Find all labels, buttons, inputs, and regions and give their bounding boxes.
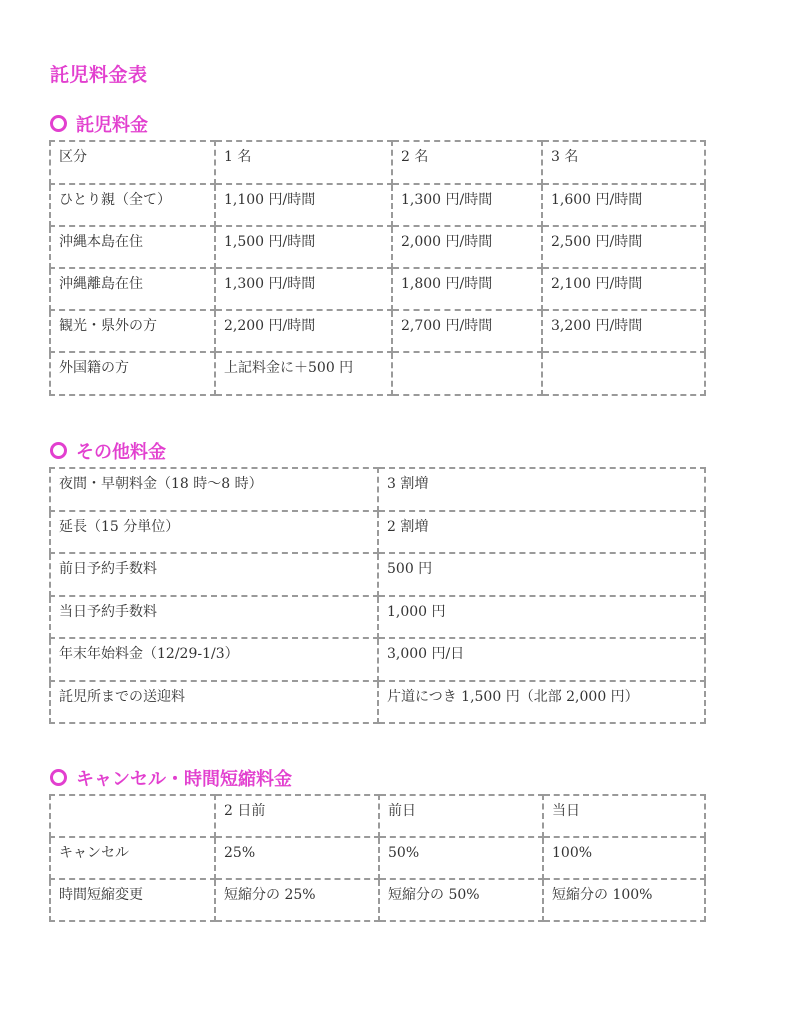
table-row	[50, 310, 705, 352]
table-cell: 3,000 円/日	[378, 638, 705, 681]
table-cell: 当日予約手数料	[50, 596, 378, 638]
table-cell: 沖縄本島在住	[50, 226, 215, 268]
table-cell: 2 日前	[215, 795, 379, 837]
table-cell: 区分	[50, 141, 215, 184]
table-row	[50, 638, 705, 681]
table-cell: 前日予約手数料	[50, 553, 378, 596]
section-heading-childcare-fee	[50, 111, 148, 137]
table-row	[50, 795, 705, 837]
table-cell: 外国籍の方	[50, 352, 215, 395]
table-row	[50, 352, 705, 395]
circle-bullet-icon	[50, 115, 67, 132]
table-cell: 1,800 円/時間	[392, 268, 542, 310]
table-cell: 短縮分の 25%	[215, 879, 379, 921]
table-cell: 夜間・早朝料金（18 時～8 時）	[50, 468, 378, 511]
section-heading-other-fees	[50, 438, 166, 464]
table-cell: 片道につき 1,500 円（北部 2,000 円）	[378, 681, 705, 723]
document-title: 託児料金表	[50, 64, 148, 86]
table-row	[50, 511, 705, 553]
table-row	[50, 268, 705, 310]
other-fees-table	[49, 467, 706, 724]
table-cell: 上記料金に＋500 円	[215, 352, 392, 395]
table-cell: 3 割増	[378, 468, 705, 511]
table-cell: 1 名	[215, 141, 392, 184]
table-cell: 託児所までの送迎料	[50, 681, 378, 723]
table-cell: 2,700 円/時間	[392, 310, 542, 352]
table-cell: キャンセル	[50, 837, 215, 879]
table-row	[50, 553, 705, 596]
table-cell: 年末年始料金（12/29-1/3）	[50, 638, 378, 681]
table-row	[50, 141, 705, 184]
circle-bullet-icon	[50, 442, 67, 459]
table-row	[50, 184, 705, 226]
table-row	[50, 681, 705, 723]
table-row	[50, 226, 705, 268]
table-cell: 1,500 円/時間	[215, 226, 392, 268]
section-heading-cancellation-fees	[50, 765, 292, 791]
section-heading-text: その他料金	[76, 442, 166, 463]
table-cell: 1,300 円/時間	[215, 268, 392, 310]
table-cell	[392, 352, 542, 395]
table-cell: 100%	[543, 837, 705, 879]
table-cell: 1,600 円/時間	[542, 184, 705, 226]
table-cell: 延長（15 分単位）	[50, 511, 378, 553]
table-cell: 短縮分の 100%	[543, 879, 705, 921]
section-heading-text: 託児料金	[76, 115, 148, 136]
table-cell: 沖縄離島在住	[50, 268, 215, 310]
table-cell	[542, 352, 705, 395]
table-cell: 500 円	[378, 553, 705, 596]
table-cell: 2,000 円/時間	[392, 226, 542, 268]
circle-bullet-icon	[50, 769, 67, 786]
childcare-fee-table	[49, 140, 706, 396]
table-cell: 2,500 円/時間	[542, 226, 705, 268]
section-heading-text: キャンセル・時間短縮料金	[76, 769, 292, 790]
table-row	[50, 468, 705, 511]
table-cell: 1,000 円	[378, 596, 705, 638]
table-cell: 時間短縮変更	[50, 879, 215, 921]
table-cell: ひとり親（全て）	[50, 184, 215, 226]
table-cell: 25%	[215, 837, 379, 879]
table-cell: 3,200 円/時間	[542, 310, 705, 352]
table-cell: 当日	[543, 795, 705, 837]
table-cell	[50, 795, 215, 837]
cancellation-fees-table	[49, 794, 706, 922]
table-cell: 2,100 円/時間	[542, 268, 705, 310]
table-cell: 2,200 円/時間	[215, 310, 392, 352]
table-row	[50, 837, 705, 879]
table-cell: 1,100 円/時間	[215, 184, 392, 226]
table-cell: 1,300 円/時間	[392, 184, 542, 226]
table-cell: 3 名	[542, 141, 705, 184]
table-cell: 2 割増	[378, 511, 705, 553]
table-cell: 50%	[379, 837, 543, 879]
table-cell: 2 名	[392, 141, 542, 184]
table-row	[50, 879, 705, 921]
table-cell: 前日	[379, 795, 543, 837]
table-cell: 観光・県外の方	[50, 310, 215, 352]
table-row	[50, 596, 705, 638]
table-cell: 短縮分の 50%	[379, 879, 543, 921]
